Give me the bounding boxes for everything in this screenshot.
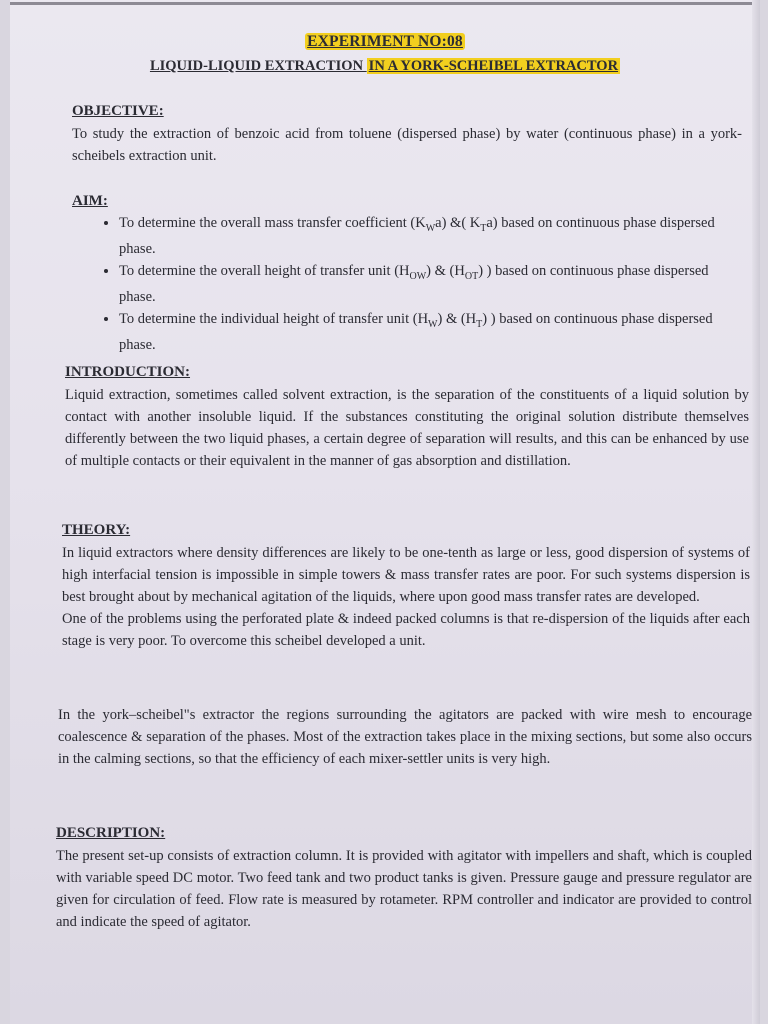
aim-item: • To determine the overall mass transfer coefficient $(K_Wa)$ &( $K_Ta$) based on continuous phase dispersed phase. bbox=[119, 213, 744, 261]
description-text: The present set-up consists of extraction column. It is provided with agitator with impellers and shaft, which is coupled with variable speed DC motor. Two feed tank and two product tanks is given. Pressure gauge and pressure regulator are given for circulation of feed. Flow rate is measured by rotameter. RPM controller and indicator are provided to control and indicate the speed of agitator. bbox=[56, 848, 752, 930]
description-heading: DESCRIPTION: bbox=[56, 825, 166, 841]
document-page bbox=[10, 0, 760, 1024]
aim-section bbox=[72, 190, 744, 357]
aim-list bbox=[72, 213, 744, 357]
theory-section bbox=[62, 519, 750, 652]
objective-text: To study the extraction of benzoic acid from toluene (dispersed phase) by water (continuous phase) in a york-scheibels extraction unit. bbox=[72, 126, 742, 164]
objective-section bbox=[72, 100, 742, 167]
experiment-title-text: EXPERIMENT NO:08 bbox=[307, 33, 463, 50]
subtitle-highlight: IN A YORK-SCHEIBEL EXTRACTOR bbox=[368, 58, 619, 74]
introduction-section bbox=[65, 361, 749, 472]
description-section bbox=[56, 822, 752, 933]
aim-item: • To determine the overall height of transfer unit $(H_{OW})$ & $(H_{OT})$ ) based on continuous phase dispersed phase. bbox=[119, 261, 744, 309]
theory-heading: THEORY: bbox=[62, 522, 131, 538]
aim-heading: AIM: bbox=[72, 193, 108, 209]
objective-heading: OBJECTIVE: bbox=[72, 103, 164, 119]
aim-item: • To determine the individual height of transfer unit $(H_W)$ & $(H_T)$ ) based on continuous phase dispersed phase. bbox=[119, 309, 744, 357]
theory-paragraph-3: In the york–scheibel"s extractor the regions surrounding the agitators are packed with wire mesh to encourage coalescence & separation of the phases. Most of the extraction takes place in the mixing sections, but some also occurs in the calming sections, so that the efficiency of each mixer-settler units is very high. bbox=[58, 707, 752, 767]
experiment-title bbox=[10, 33, 760, 51]
theory-paragraph-1: In liquid extractors where density differences are likely to be one-tenth as large or less, good dispersion of systems of high interfacial tension is impossible in simple towers & mass transfer rates are poor. For such systems dispersion is best brought about by mechanical agitation of the liquids, where upon good mass transfer rates are developed. bbox=[62, 545, 750, 605]
introduction-text: Liquid extraction, sometimes called solvent extraction, is the separation of the constituents of a liquid solution by contact with another insoluble liquid. If the substances constituting the original solution distribute themselves differently between the two liquid phases, a certain degree of separation will results, and this can be enhanced by use of multiple contacts or their equivalent in the manner of gas absorption and distillation. bbox=[65, 387, 749, 469]
theory-continued-section bbox=[58, 704, 752, 770]
experiment-subtitle bbox=[10, 58, 760, 75]
top-border-line bbox=[10, 2, 760, 5]
page-edge-shadow bbox=[752, 0, 760, 1024]
subtitle-plain: LIQUID-LIQUID EXTRACTION bbox=[149, 58, 367, 74]
introduction-heading: INTRODUCTION: bbox=[65, 364, 191, 380]
theory-paragraph-2: One of the problems using the perforated plate & indeed packed columns is that re-dispersion of the liquids after each stage is very poor. To overcome this scheibel developed a unit. bbox=[62, 611, 750, 649]
